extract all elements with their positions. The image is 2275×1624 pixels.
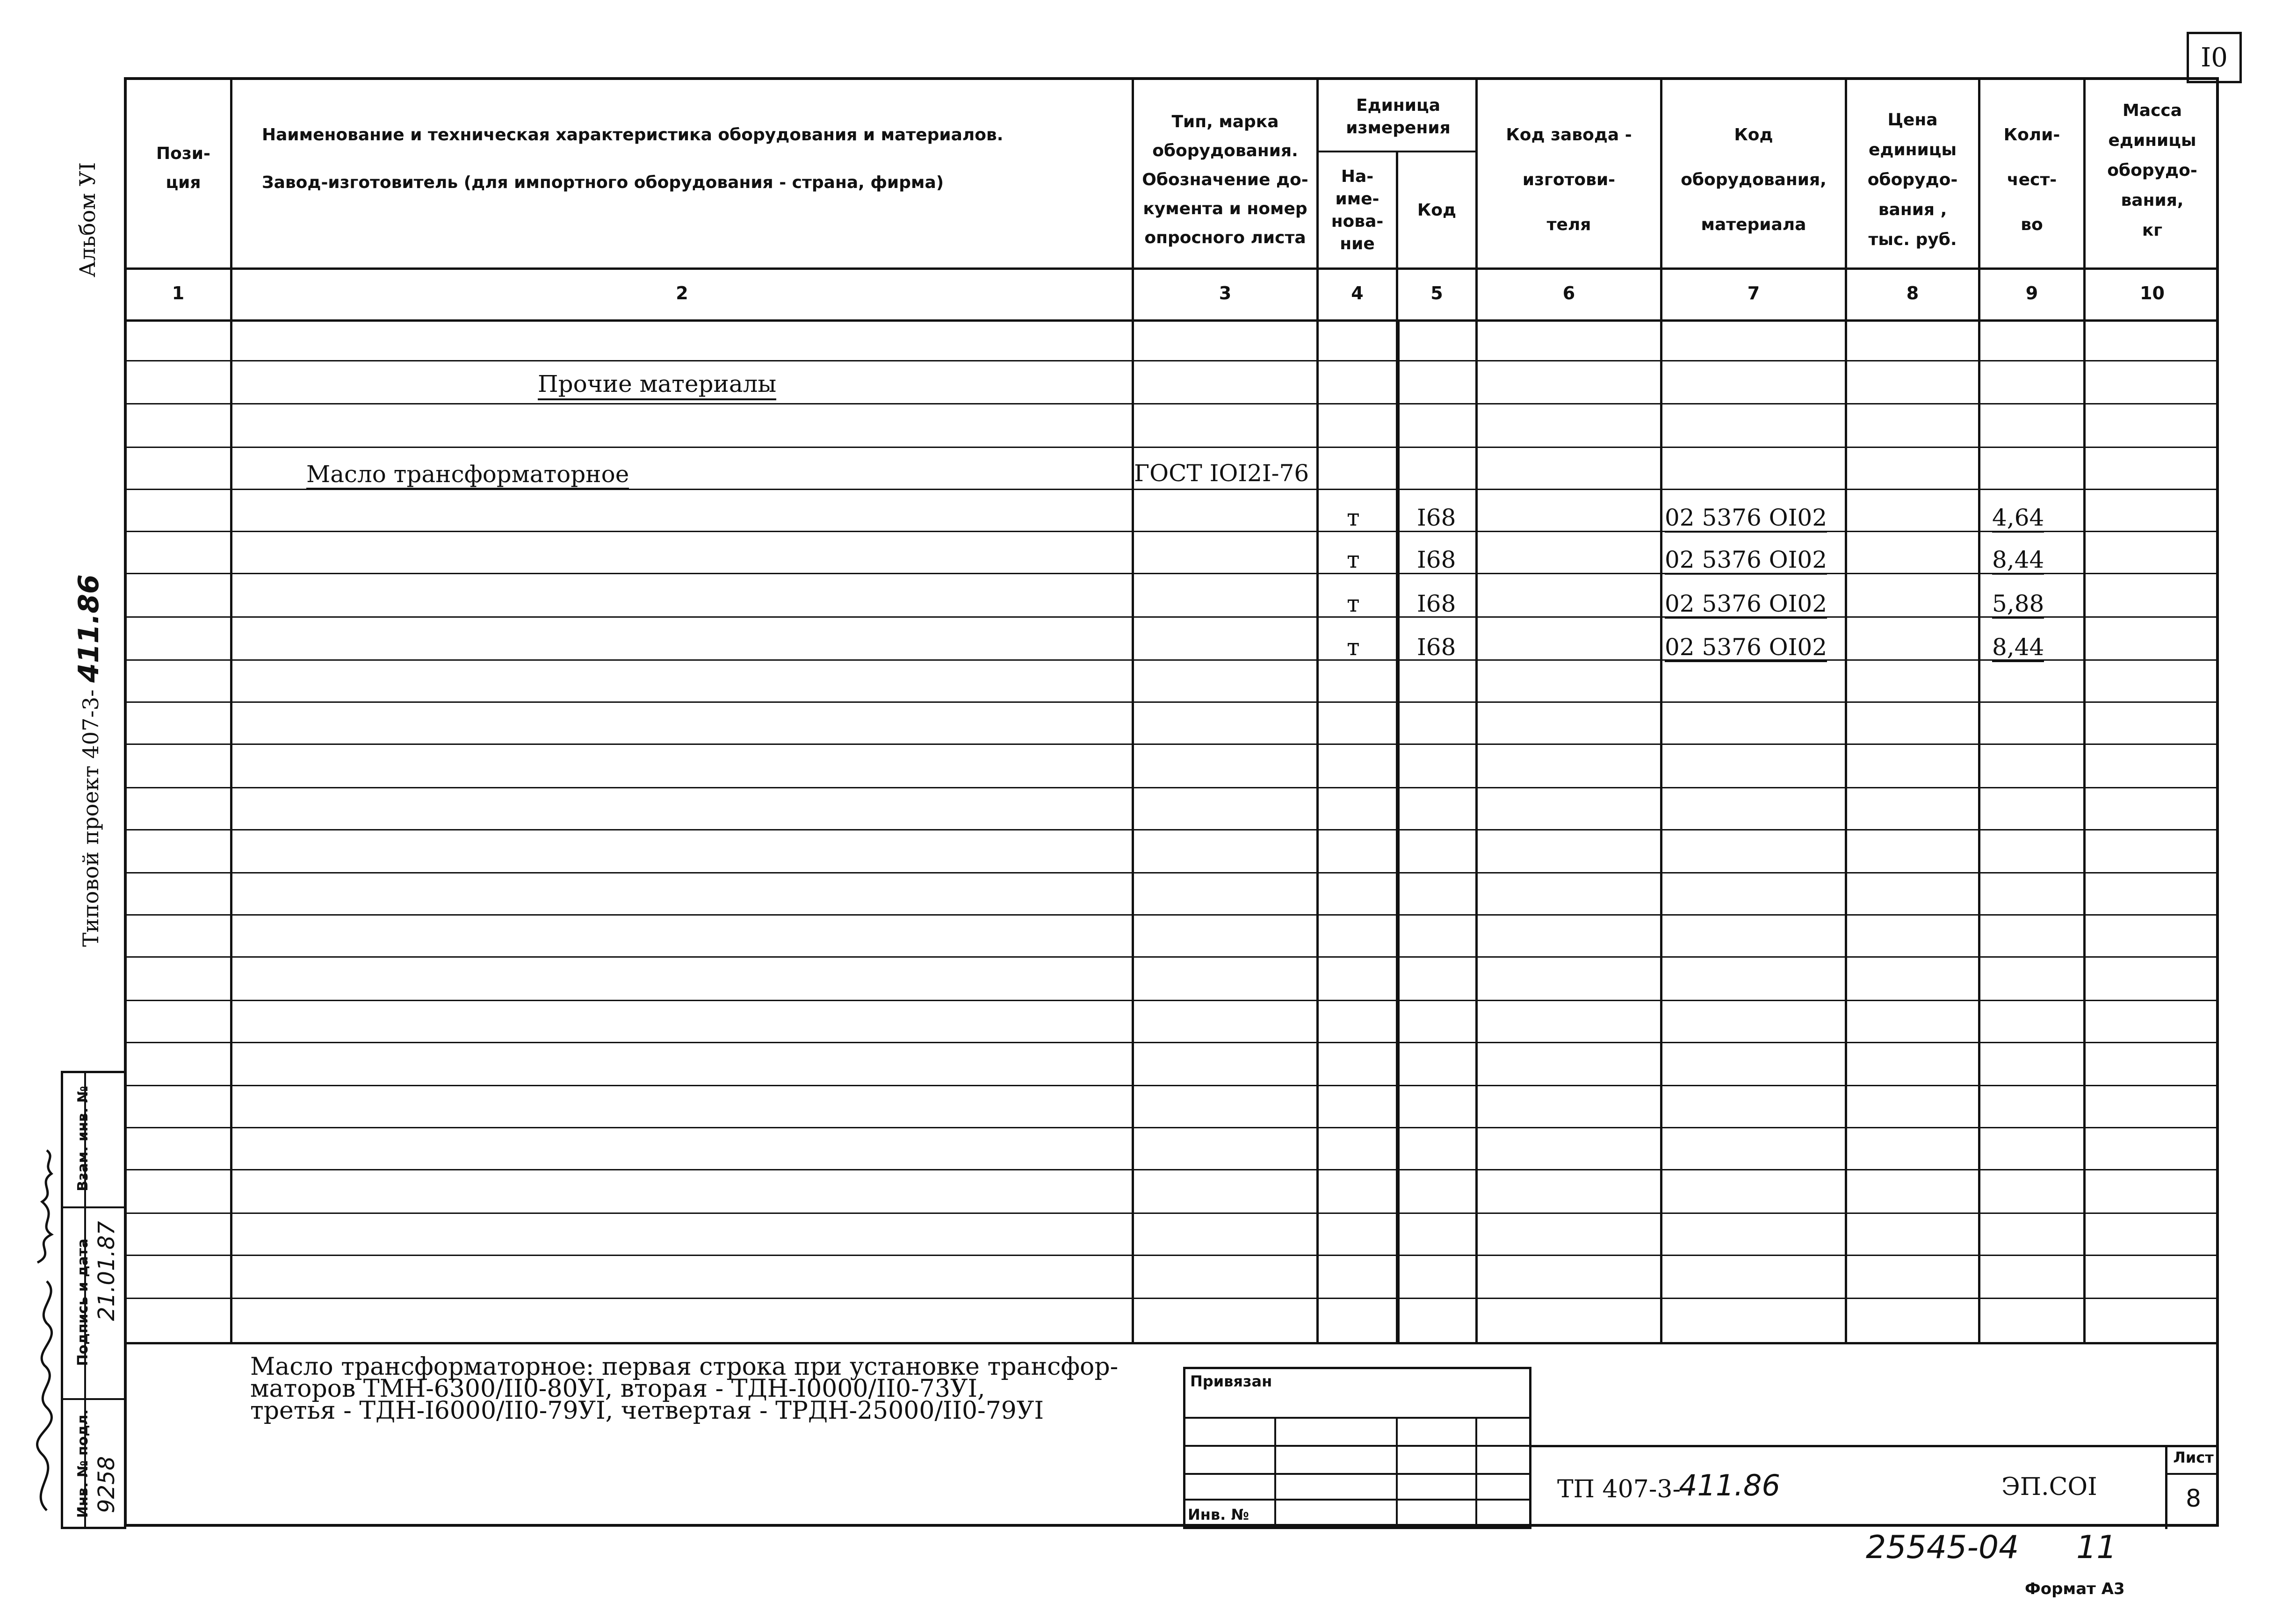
side-date-value: 21.01.87 — [94, 1221, 120, 1321]
item-name: Масло трансформаторное — [306, 461, 629, 489]
row-line — [124, 1298, 2219, 1299]
header-quantity — [1980, 101, 2083, 260]
header-text: измерения — [1346, 118, 1451, 137]
note-line-2: маторов ТМН-6300/II0-80УI, вторая - ТДН-I0000/II0-73УI, — [250, 1375, 985, 1403]
col-line-8 — [1978, 77, 1980, 1344]
sheet-number-box — [2187, 32, 2242, 83]
sheet-number-top: I0 — [2201, 42, 2228, 73]
header-text: вания , — [1878, 200, 1947, 219]
row-line — [124, 573, 2219, 574]
colnum-bottom-line — [124, 319, 2219, 322]
row-unit: т — [1347, 634, 1360, 661]
row-code: I68 — [1417, 504, 1456, 531]
header-material-code — [1662, 101, 1845, 260]
page-number: 11 — [2076, 1529, 2117, 1566]
header-name — [262, 112, 1057, 206]
row-line — [124, 1085, 2219, 1086]
stamp-line — [1183, 1445, 1531, 1447]
header-text: оборудо- — [2107, 161, 2197, 180]
table-bottom-line — [124, 1342, 2219, 1344]
header-text: Масса — [2122, 101, 2182, 120]
row-line — [124, 743, 2219, 745]
stamp-vline — [1274, 1417, 1276, 1528]
row-unit: т — [1347, 504, 1360, 531]
row-code: I68 — [1417, 590, 1456, 617]
row-line — [124, 531, 2219, 532]
row-quantity: 8,44 — [1992, 634, 2044, 662]
header-text: во — [2021, 215, 2043, 234]
row-quantity: 4,64 — [1992, 504, 2044, 533]
header-text: Завод-изготовитель (для импортного оборудования - страна, фирма) — [262, 173, 944, 192]
header-factory-code — [1478, 101, 1660, 260]
row-line — [124, 956, 2219, 958]
project-prefix: Типовой проект 407-3- — [78, 689, 103, 947]
column-number: 7 — [1747, 283, 1760, 303]
side-inv-value: 9258 — [94, 1456, 120, 1514]
header-text: вания, — [2121, 191, 2184, 210]
row-line — [124, 616, 2219, 618]
column-number: 1 — [172, 283, 185, 303]
row-line — [124, 1169, 2219, 1170]
row-line — [124, 1213, 2219, 1214]
note-line-1: Масло трансформаторное: первая строка при установке трансфор- — [250, 1353, 1119, 1381]
column-number: 8 — [1906, 283, 1919, 303]
doc-title-line — [1531, 1445, 2219, 1447]
stamp-bound-label: Привязан — [1190, 1372, 1272, 1390]
column-number: 5 — [1430, 283, 1443, 303]
stamp-inv-label: Инв. № — [1188, 1506, 1249, 1523]
header-text: Тип, марка — [1171, 112, 1279, 131]
header-text: ция — [166, 173, 201, 192]
header-bottom-line — [124, 267, 2219, 270]
row-line — [124, 829, 2219, 830]
project-number: 411.86 — [72, 574, 105, 683]
header-unit-code — [1398, 154, 1475, 267]
row-line — [124, 659, 2219, 661]
header-text: Код — [1417, 201, 1457, 220]
column-number: 2 — [676, 283, 688, 303]
signature-image — [19, 1146, 75, 1520]
side-replace-inv: Взам. инв. № — [75, 1086, 91, 1191]
row-line — [124, 1000, 2219, 1001]
col-line-3 — [1316, 77, 1319, 1344]
header-text: опросного листа — [1144, 228, 1306, 247]
col-line-1 — [230, 77, 232, 1344]
doc-number: 411.86 — [1679, 1468, 1780, 1502]
header-text: кумента и номер — [1143, 199, 1307, 218]
header-unit-group — [1319, 87, 1478, 147]
column-number: 6 — [1562, 283, 1575, 303]
row-quantity: 8,44 — [1992, 546, 2044, 575]
album-label: Альбом УI — [75, 162, 100, 278]
row-material-code: 02 5376 OI02 — [1665, 590, 1827, 619]
header-unit-name — [1319, 154, 1396, 267]
sheet-box-line — [2165, 1473, 2219, 1475]
stamp-line — [1183, 1417, 1531, 1419]
row-material-code: 02 5376 OI02 — [1665, 634, 1827, 662]
row-line — [124, 914, 2219, 916]
header-text: нова- — [1331, 212, 1384, 231]
header-price — [1847, 101, 1978, 260]
archive-number: 25545-04 — [1866, 1529, 2019, 1566]
header-text: единицы — [2108, 131, 2196, 150]
header-text: кг — [2142, 221, 2163, 240]
header-text: единицы — [1868, 140, 1957, 159]
header-text: Цена — [1887, 110, 1938, 130]
row-line — [124, 872, 2219, 873]
header-text: материала — [1701, 215, 1806, 234]
col-line-9 — [2083, 77, 2086, 1344]
column-number: 3 — [1219, 283, 1232, 303]
side-inv-orig: Инв. № подл. — [75, 1409, 91, 1518]
header-text: Коли- — [2003, 125, 2060, 144]
project-label — [72, 574, 105, 947]
column-number: 4 — [1351, 283, 1364, 303]
format-label: Формат А3 — [2025, 1580, 2125, 1598]
note-line-3: третья - ТДН-I6000/II0-79УI, четвертая - ТРДН-25000/II0-79УI — [250, 1397, 1044, 1425]
header-text: чест- — [2007, 170, 2057, 189]
header-text: Код — [1734, 125, 1773, 144]
header-text: теля — [1546, 215, 1591, 234]
header-text: изготови- — [1522, 170, 1616, 189]
header-text: Единица — [1356, 96, 1440, 115]
row-line — [124, 1127, 2219, 1128]
unit-group-line — [1319, 151, 1478, 152]
header-text: име- — [1335, 189, 1379, 209]
header-text: ние — [1340, 234, 1375, 253]
header-text: На- — [1341, 167, 1374, 186]
row-unit: т — [1347, 546, 1360, 573]
header-text: оборудования, — [1681, 170, 1827, 189]
header-text: оборудо- — [1867, 170, 1958, 189]
col-line-7 — [1845, 77, 1847, 1344]
header-text: Наименование и техническая характеристика оборудования и материалов. — [262, 125, 1004, 144]
row-line — [124, 1255, 2219, 1256]
row-line — [124, 787, 2219, 788]
col-line-5 — [1475, 77, 1478, 1344]
col-line-4b — [1396, 319, 1400, 1344]
row-code: I68 — [1417, 546, 1456, 573]
header-text: оборудования. — [1152, 141, 1298, 160]
row-unit: т — [1347, 590, 1360, 617]
section-title: Прочие материалы — [538, 370, 776, 400]
column-number: 10 — [2140, 283, 2165, 303]
row-line — [124, 360, 2219, 361]
sheet-value: 8 — [2185, 1485, 2202, 1513]
header-text: Пози- — [156, 144, 210, 163]
row-material-code: 02 5376 OI02 — [1665, 504, 1827, 533]
stamp-line — [1183, 1473, 1531, 1475]
header-text: тыс. руб. — [1868, 230, 1957, 249]
header-type — [1134, 96, 1316, 264]
header-text: Обозначение до- — [1142, 170, 1308, 189]
col-line-2 — [1132, 77, 1134, 1344]
doc-prefix: ТП 407-3- — [1557, 1475, 1681, 1503]
header-text: Код завода - — [1506, 125, 1632, 144]
row-line — [124, 701, 2219, 703]
stamp-vline — [1396, 1417, 1398, 1528]
stamp-line — [1183, 1499, 1531, 1501]
column-number: 9 — [2025, 283, 2038, 303]
row-line — [124, 1042, 2219, 1043]
col-line-6 — [1660, 77, 1662, 1344]
sheet-label: Лист — [2173, 1449, 2214, 1466]
item-standard: ГОСТ IOI2I-76 — [1134, 460, 1309, 487]
sheet-box-line — [2165, 1445, 2167, 1529]
stamp-box — [1183, 1367, 1531, 1529]
side-sign-date: Подпись и дата — [75, 1238, 91, 1366]
row-line — [124, 403, 2219, 404]
row-line — [124, 447, 2219, 448]
header-position — [139, 122, 228, 215]
doc-code: ЭП.COI — [2001, 1473, 2097, 1501]
header-mass — [2086, 91, 2219, 250]
row-material-code: 02 5376 OI02 — [1665, 546, 1827, 575]
row-quantity: 5,88 — [1992, 590, 2044, 619]
row-code: I68 — [1417, 634, 1456, 661]
stamp-vline — [1475, 1417, 1477, 1528]
